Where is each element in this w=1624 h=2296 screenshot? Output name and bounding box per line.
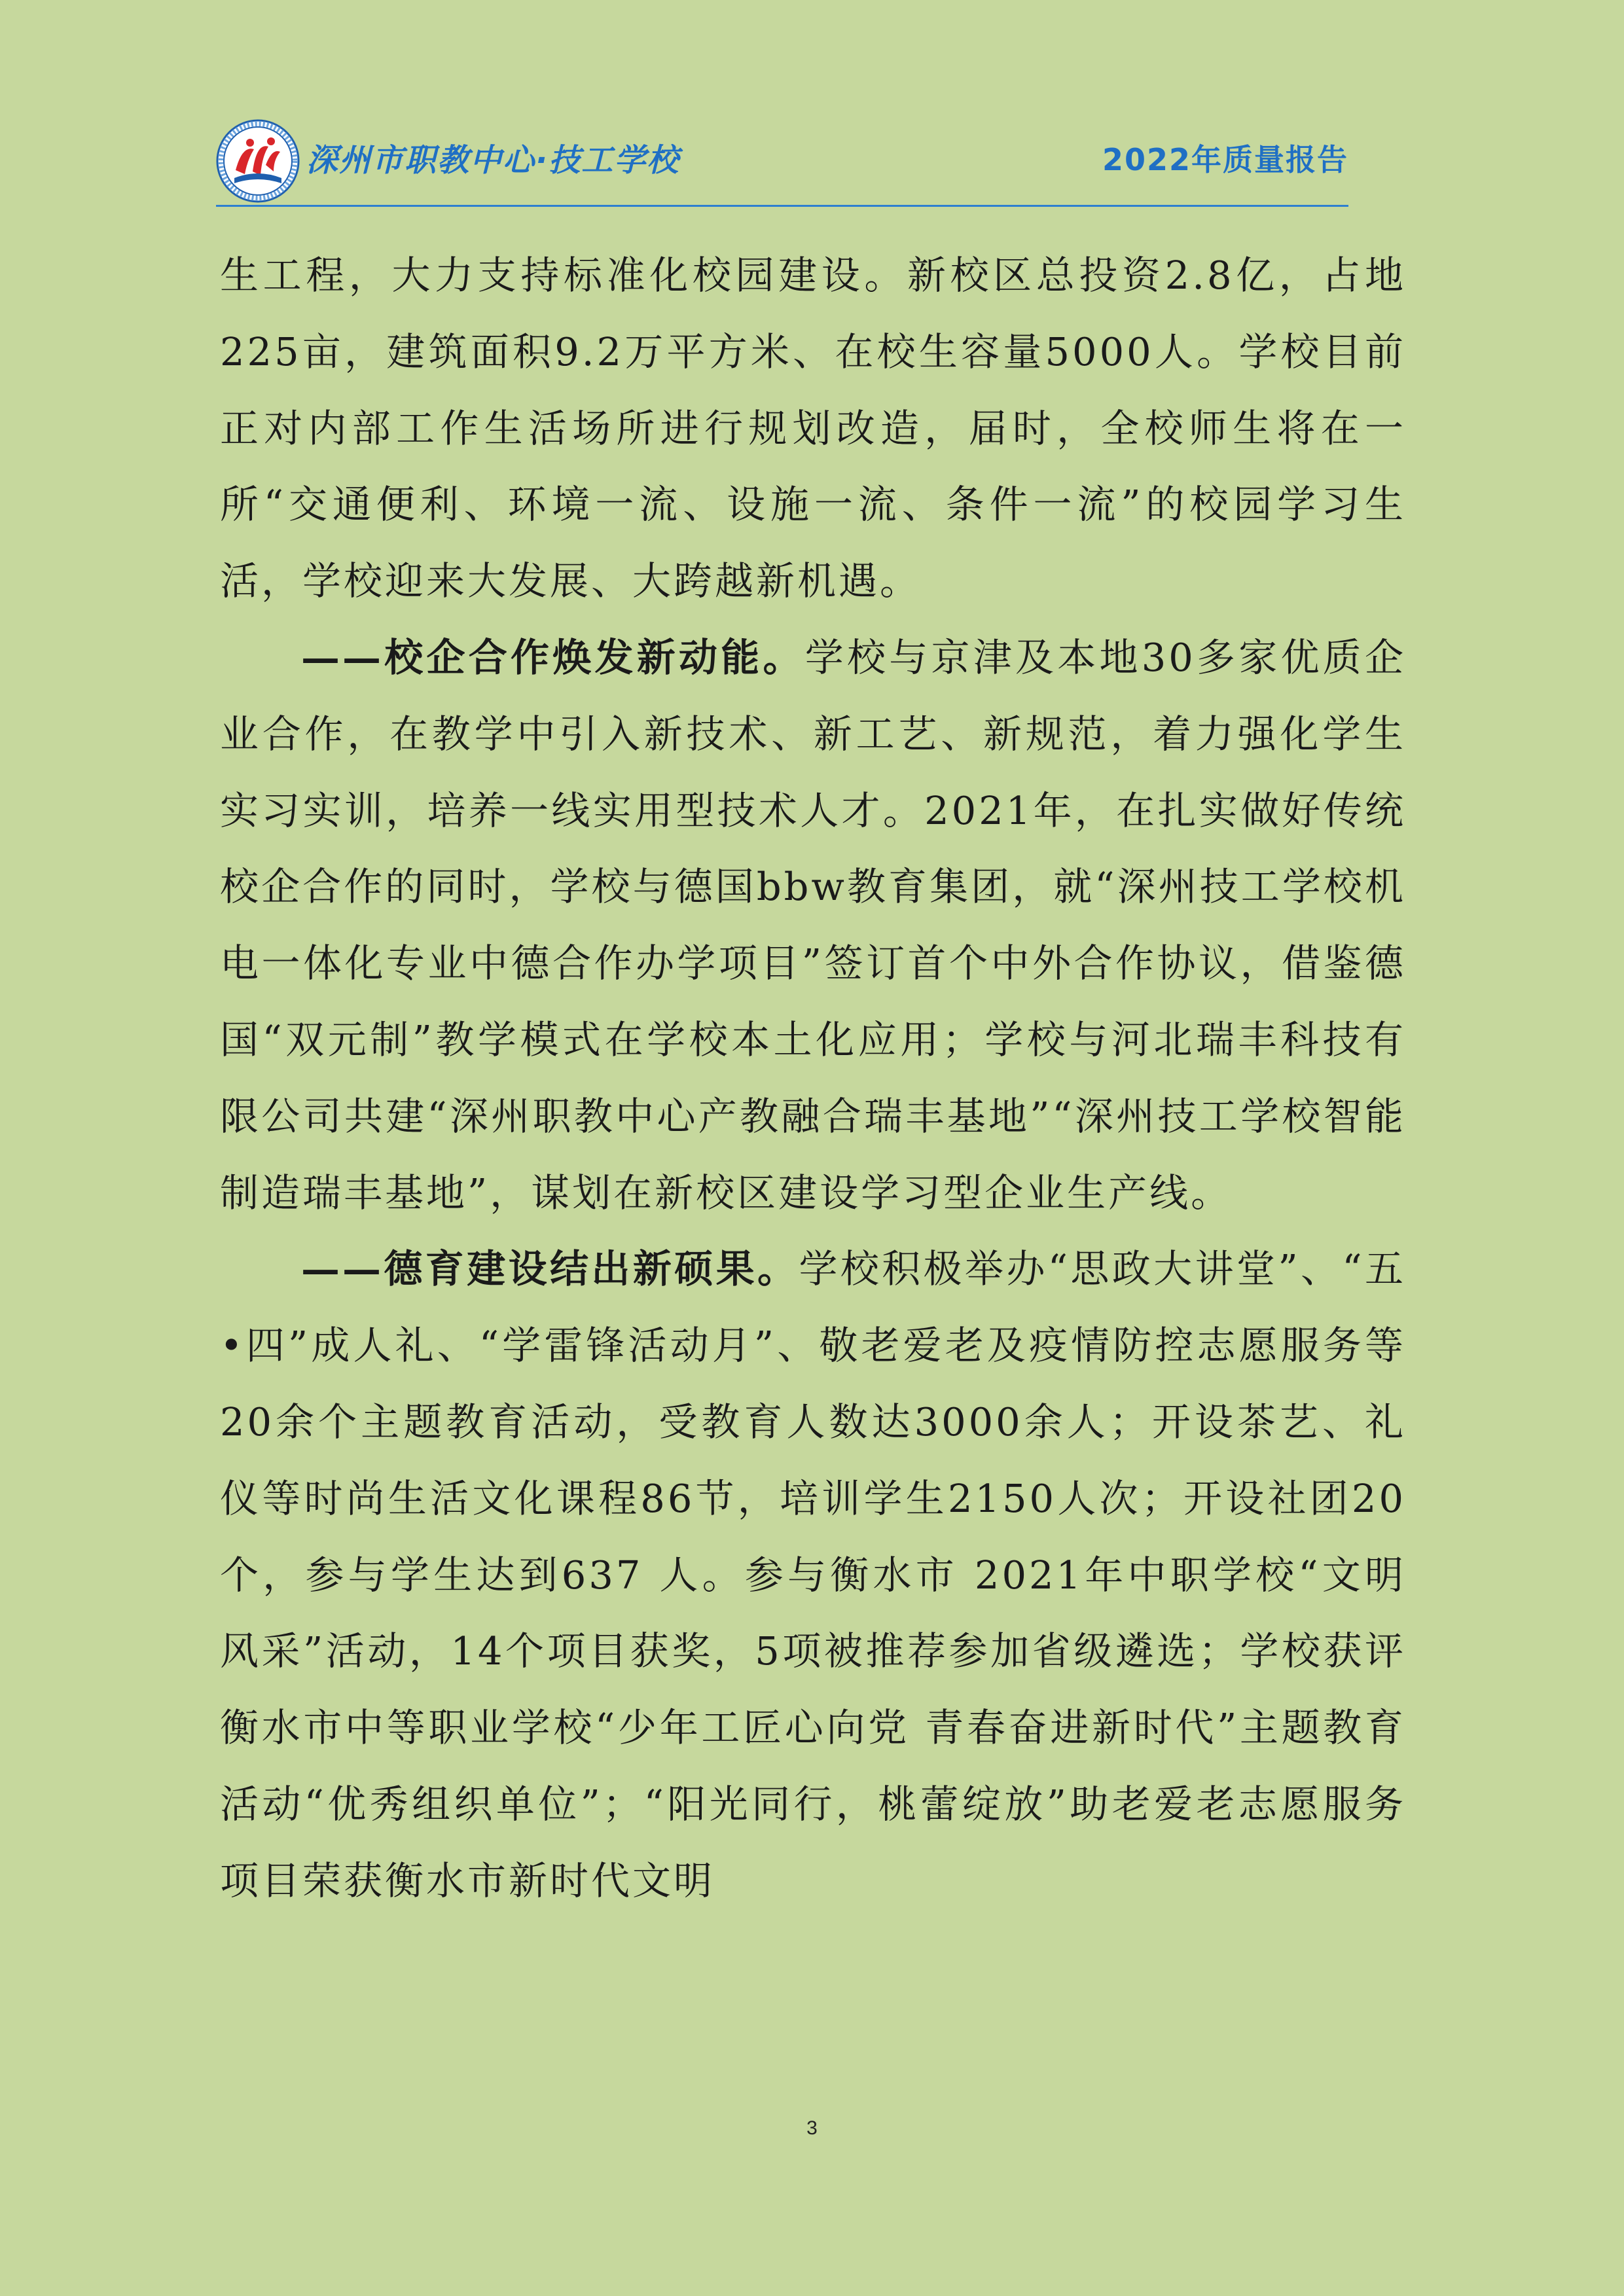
paragraph-moral-education — [220, 1231, 1406, 1919]
paragraph-text: 学校积极举办“思政大讲堂”、“五•四”成人礼、“学雷锋活动月”、敬老爱老及疫情防控志愿服务等20余个主题教育活动，受教育人数达3000余人；开设茶艺、礼仪等时尚生活文化课程86节，培训学生2150人次；开设社团20个，参与学生达到637 人。参与衡水市 2021年中职学校“文明风采”活动，14个项目获奖，5项被推荐参加省级遴选；学校获评衡水市中等职业学校“少年工匠心向党 青春奋进新时代”主题教育活动“优秀组织单位”；“阳光同行，桃蕾绽放”助老爱老志愿服务项目荣获衡水市新时代文明 — [220, 1246, 1406, 1903]
page-header — [216, 117, 1348, 205]
paragraph-campus — [220, 238, 1406, 620]
document-body — [220, 238, 1406, 1920]
paragraph-heading: ——德育建设结出新硕果。 — [301, 1246, 799, 1292]
paragraph-school-enterprise — [220, 620, 1406, 1231]
page-number: 3 — [806, 2117, 818, 2139]
paragraph-text: 生工程，大力支持标准化校园建设。新校区总投资2.8亿，占地225亩，建筑面积9.2万平方米、在校生容量5000人。学校目前正对内部工作生活场所进行规划改造，届时，全校师生将在一所“交通便利、环境一流、设施一流、条件一流”的校园学习生活，学校迎来大发展、大跨越新机遇。 — [220, 253, 1406, 604]
paragraph-text: 学校与京津及本地30多家优质企业合作，在教学中引入新技术、新工艺、新规范，着力强化学生实习实训，培养一线实用型技术人才。2021年，在扎实做好传统校企合作的同时，学校与德国bbw教育集团，就“深州技工学校机电一体化专业中德合作办学项目”签订首个中外合作协议，借鉴德国“双元制”教学模式在学校本土化应用；学校与河北瑞丰科技有限公司共建“深州职教中心产教融合瑞丰基地”“深州技工学校智能制造瑞丰基地”，谋划在新校区建设学习型企业生产线。 — [220, 634, 1406, 1215]
school-name: 深州市职教中心·技工学校 — [306, 142, 680, 179]
header-divider — [216, 205, 1348, 207]
school-emblem-icon — [216, 119, 300, 203]
paragraph-heading: ——校企合作焕发新动能。 — [301, 634, 805, 680]
report-title: 2022年质量报告 — [1102, 142, 1348, 177]
